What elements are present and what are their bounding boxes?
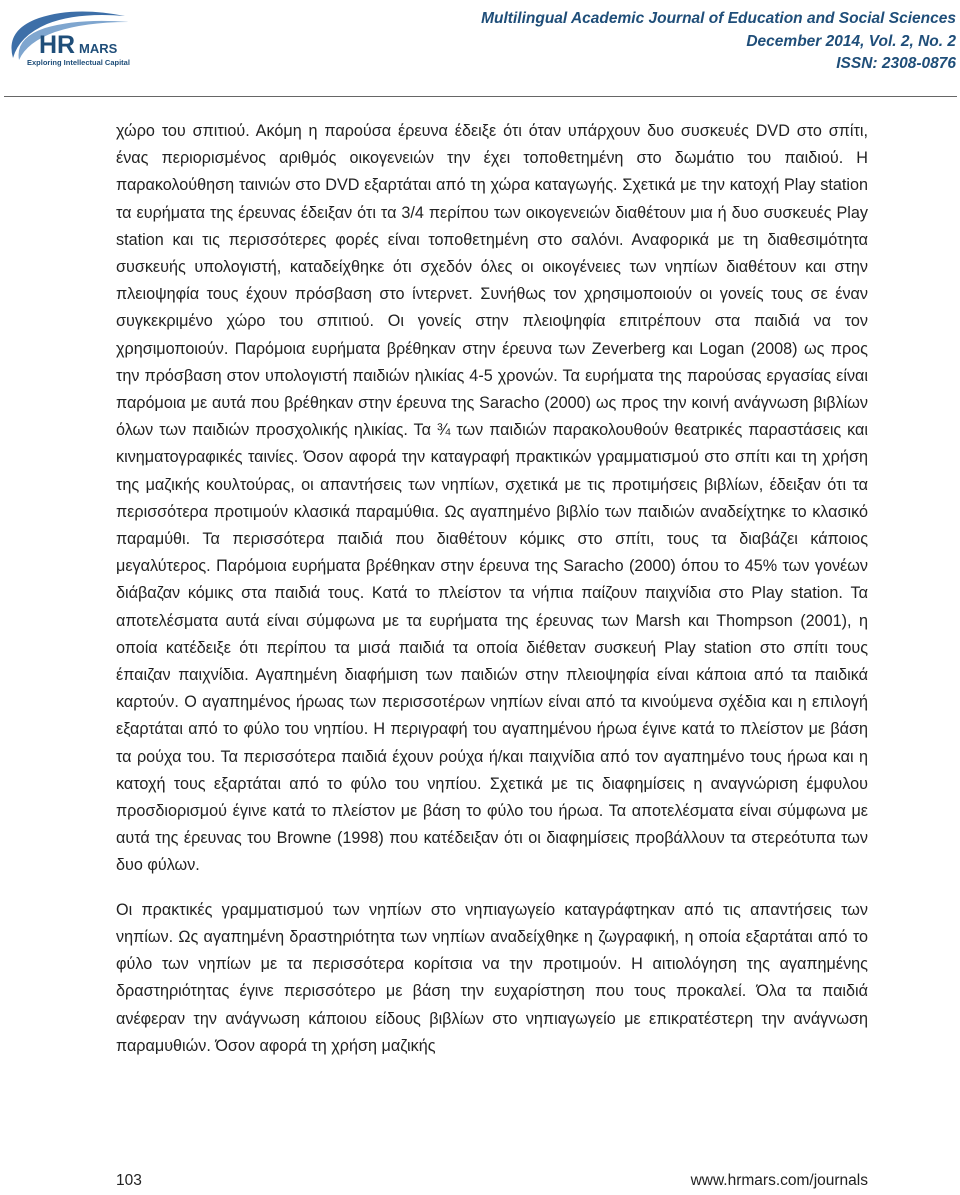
article-body xyxy=(116,118,868,1060)
page-number: 103 xyxy=(116,1172,142,1189)
header-divider xyxy=(4,96,957,97)
journal-website-link[interactable]: www.hrmars.com/journals xyxy=(690,1172,868,1189)
logo-brand-main: HR xyxy=(39,31,76,59)
body-paragraph: Οι πρακτικές γραμματισμού των νηπίων στο νηπιαγωγείο καταγράφτηκαν από τις απαντήσεις των νηπίων. Ως αγαπημένη δραστηριότητα των νηπίων αναδείχθηκε η ζωγραφική, η οποία εξαρτάται από το φύλο των νηπίων με τα περισσότερα κορίτσια να την προτιμούν. Η αιτιολόγηση της αγαπημένης δραστηριότητας έγινε περισσότερο με βάση την ευχαρίστηση που τους προκαλεί. Όλα τα παιδιά ανέφεραν την ανάγνωση κάποιου είδους βιβλίων στο νηπιαγωγείο με επικρατέστερη την ανάγνωση παραμυθιών. Όσον αφορά τη χρήση μαζικής xyxy=(116,900,868,1055)
journal-title: Multilingual Academic Journal of Education and Social Sciences xyxy=(481,10,956,27)
logo-tagline: Exploring Intellectual Capital xyxy=(27,58,130,67)
page-footer xyxy=(116,1172,868,1190)
hrmars-logo-graphic xyxy=(5,8,155,72)
journal-header xyxy=(481,8,956,76)
hrmars-logo xyxy=(5,8,155,72)
journal-issue: December 2014, Vol. 2, No. 2 xyxy=(746,32,956,50)
logo-brand-sub: MARS xyxy=(79,41,118,56)
body-paragraph: χώρο του σπιτιού. Ακόμη η παρούσα έρευνα έδειξε ότι όταν υπάρχουν δυο συσκευές DVD στο σπίτι, ένας περιορισμένος αριθμός οικογενειών την έχει τοποθετημένη στο δωμάτιο του παιδιού. Η παρακολούθηση ταινιών στο DVD εξαρτάται από τη χώρα καταγωγής. Σχετικά με την κατοχή Play station τα ευρήματα της έρευνας έδειξαν ότι τα 3/4 περίπου των οικογενειών διαθέτουν μια ή δυο συσκευές Play station και τις περισσότερες φορές είναι τοποθετημένη στο σαλόνι. Αναφορικά με τη διαθεσιμότητα συσκευής υπολογιστή, καταδείχθηκε ότι σχεδόν όλες οι οικογένειες των νηπίων διαθέτουν και στην πλειοψηφία τους έχουν πρόσβαση στο ίντερνετ. Συνήθως τον χρησιμοποιούν οι γονείς τους σε έναν συγκεκριμένο χώρο του σπιτιού. Οι γονείς στην πλειοψηφία επιτρέπουν στα παιδιά να τον χρησιμοποιούν. Παρόμοια ευρήματα βρέθηκαν στην έρευνα των Zeverberg και Logan (2008) ως προς την πρόσβαση στον υπολογιστή παιδιών ηλικίας 4-5 χρονών. Τα ευρήματα της παρούσας εργασίας είναι παρόμοια με αυτά που βρέθηκαν στην έρευνα της Saracho (2000) ως προς την κοινή ανάγνωση βιβλίων όλων των παιδιών προσχολικής ηλικίας. Τα ¾ των παιδιών παρακολουθούν θεατρικές παραστάσεις και κινηματογραφικές ταινίες. Όσον αφορά την καταγραφή πρακτικών γραμματισμού στο σπίτι και τη χρήση της μαζικής κουλτούρας, οι απαντήσεις των νηπίων, σχετικά με τις προτιμήσεις βιβλίων, έδειξαν ότι τα περισσότερα προτιμούν κλασικά παραμύθια. Ως αγαπημένο βιβλίο των παιδιών αναδείχτηκε το κλασικό παραμύθι. Τα περισσότερα παιδιά που διαθέτουν κόμικς στο σπίτι, τους τα διαβάζει κάποιος μεγαλύτερος. Παρόμοια ευρήματα βρέθηκαν στην έρευνα της Saracho (2000) όπου το 45% των γονέων διάβαζαν κόμικς στα παιδιά τους. Κατά το πλείστον τα νήπια παίζουν παιχνίδια στο Play station. Τα αποτελέσματα αυτά είναι σύμφωνα με τα ευρήματα της έρευνας των Marsh και Thompson (2001), η οποία κατέδειξε ότι περίπου τα μισά παιδιά τα οποία διέθεταν συσκευή Play station στο σπίτι τους έπαιζαν παιχνίδια. Αγαπημένη διαφήμιση των παιδιών στην πλειοψηφία είναι κάποια από τα παιδικά καρτούν. Ο αγαπημένος ήρωας των περισσοτέρων νηπίων είναι από τα κινούμενα σχέδια και η επιλογή εξαρτάται από το φύλο του νηπίου. Η περιγραφή του αγαπημένου ήρωα έγινε κατά το πλείστον με βάση τα ρούχα του. Τα περισσότερα παιδιά έχουν ρούχα ή/και παιχνίδια από τον αγαπημένο τους ήρωα και η κατοχή τους εξαρτάται από το φύλο του νηπίου. Σχετικά με τις διαφημίσεις η αναγνώριση έμφυλου προσδιορισμού έγινε κατά το πλείστον με βάση το φύλο του ήρωα. Τα αποτελέσματα είναι σύμφωνα με αυτά της έρευνας του Browne (1998) που κατέδειξαν ότι οι διαφημίσεις προβάλλουν τα στερεότυπα των δυο φύλων. xyxy=(116,122,868,875)
journal-issn: ISSN: 2308-0876 xyxy=(836,55,956,72)
